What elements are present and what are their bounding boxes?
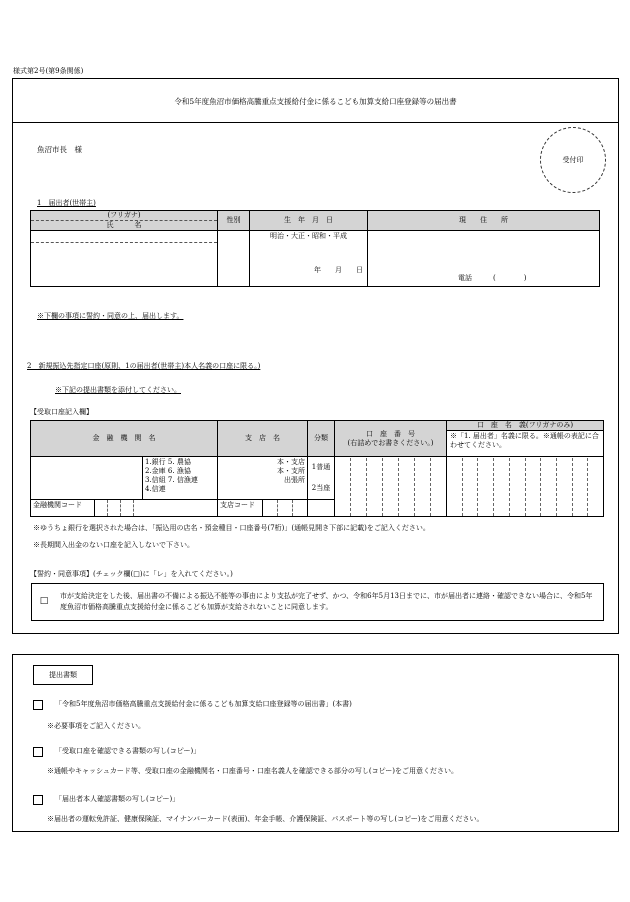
submission-docs-title: 提出書類 [33, 665, 93, 685]
sex-field[interactable] [218, 230, 250, 287]
sex-label: 性別 [218, 211, 250, 231]
bank-type-opt: 6. 漁協 [167, 467, 191, 476]
pledge-checkbox[interactable]: □ [39, 596, 49, 607]
bank-type-opt: 5. 農協 [167, 458, 191, 467]
doc1-label: 「令和5年度魚沼市価格高騰重点支援給付金に係るこども加算支給口座登録等の届出書」(本書) [55, 700, 352, 708]
doc3-checkbox[interactable] [33, 795, 43, 805]
account-number-label: 口 座 番 号 [366, 429, 415, 438]
birthdate-field[interactable] [250, 230, 368, 287]
agreement-note: ※下欄の事項に誓約・同意の上、届出します。 [37, 312, 184, 320]
bank-type-opt: 1.銀行 [145, 458, 166, 467]
bank-type-opt: 3.信組 [145, 475, 166, 484]
branch-code-field[interactable] [218, 499, 308, 516]
bank-type-opt: 4.信連 [145, 484, 166, 493]
account-table [30, 420, 604, 517]
branch-code-label: 支店コード [218, 500, 263, 516]
address-label: 現 住 所 [368, 211, 600, 231]
branch-type-opt: 本・支店 [277, 458, 305, 467]
account-name-label: 口 座 名 義(フリガナのみ) [447, 421, 603, 431]
reception-stamp-label: 受付印 [562, 155, 584, 164]
doc1-note: ※必要事項をご記入ください。 [47, 722, 145, 730]
doc2-note: ※通帳やキャッシュカード等、受取口座の金融機関名・口座番号・口座名義人を確認できる部分の写し(コピー)をご用意ください。 [47, 767, 459, 775]
doc3-note: ※届出者の運転免許証、健康保険証、マイナンバーカード(表面)、年金手帳、介護保険証、パスポート等の写し(コピー)をご用意ください。 [47, 815, 484, 823]
ymd-label: 年 月 日 [314, 266, 363, 275]
bank-type-options[interactable] [143, 457, 218, 499]
bank-code-field[interactable] [31, 499, 218, 516]
phone-label: 電話 ( ) [458, 274, 527, 283]
applicant-table [30, 210, 600, 287]
account-type-opt: 1普通 [311, 463, 331, 472]
name-field[interactable] [31, 230, 218, 287]
main-form-frame [12, 78, 619, 634]
addressee: 魚沼市長 様 [37, 145, 82, 154]
account-name-field[interactable] [447, 457, 604, 517]
account-number-field[interactable] [335, 457, 447, 517]
form-number: 様式第2号(第9条関係) [13, 67, 84, 75]
kind-field[interactable] [308, 457, 335, 499]
kind-label: 分類 [308, 421, 335, 457]
section1-heading: 1 届出者(世帯主) [37, 199, 96, 207]
reception-stamp [540, 127, 606, 193]
branch-label: 支 店 名 [218, 421, 308, 457]
section2-sub-note: ※下記の提出書類を添付してください。 [55, 386, 181, 394]
section2-heading: 2 新規振込先指定口座(原則、1の届出者(世帯主)本人名義の口座に限る。) [27, 362, 261, 370]
bank-code-label: 金融機関コード [31, 500, 95, 516]
fin-inst-label: 金 融 機 関 名 [31, 421, 218, 457]
bank-name-field[interactable] [31, 457, 143, 499]
yucho-note: ※ゆうちょ銀行を選択された場合は、「振込用の店名・預金種目・口座番号(7桁)」(通帳見開き下部に記載)をご記入ください。 [33, 524, 430, 532]
dormant-account-note: ※長期間入出金のない口座を記入しないで下さい。 [33, 541, 194, 549]
account-name-note: ※「1. 届出者」名義に限る。※通帳の表記に合わせてください。 [450, 431, 599, 449]
account-number-note: (右詰めでお書きください。) [347, 438, 434, 447]
title-divider [12, 122, 619, 123]
branch-name-field[interactable] [218, 457, 308, 499]
doc2-checkbox[interactable] [33, 747, 43, 757]
branch-type-opt: 本・支所 [277, 467, 305, 476]
doc2-label: 「受取口座を確認できる書類の写し(コピー)」 [55, 747, 201, 755]
doc3-label: 「届出者本人確認書類の写し(コピー)」 [55, 795, 180, 803]
pledge-heading: 【誓約・同意事項】(チェック欄(□)に「レ」を入れてください。) [30, 570, 233, 578]
birthdate-label: 生 年 月 日 [250, 211, 368, 231]
form-title: 令和5年度魚沼市価格高騰重点支援給付金に係るこども加算支給口座登録等の届出書 [174, 97, 457, 106]
pledge-box [31, 583, 604, 621]
submission-docs-frame [12, 654, 619, 832]
era-options: 明治・大正・昭和・平成 [270, 231, 347, 240]
furigana-label: (フリガナ) [31, 211, 217, 221]
account-entry-heading: 【受取口座記入欄】 [30, 408, 93, 416]
bank-type-opt: 2.金庫 [145, 467, 166, 476]
pledge-text: 市が支給決定をした後、届出書の不備による振込不能等の事由により支払が完了せず、かつ、令和6年5月13日までに、市が届出者に連絡・確認できない場合に、令和5年度魚沼市価格高騰重点支援給付金に係るこども加算が支給されないことに同意します。 [60, 592, 593, 611]
branch-type-opt: 出張所 [284, 475, 305, 484]
name-label: 氏 名 [106, 220, 142, 229]
account-type-opt: 2当座 [311, 483, 331, 492]
bank-type-opt: 7. 信漁連 [167, 475, 198, 484]
doc1-checkbox[interactable] [33, 700, 43, 710]
address-field[interactable] [368, 230, 600, 287]
